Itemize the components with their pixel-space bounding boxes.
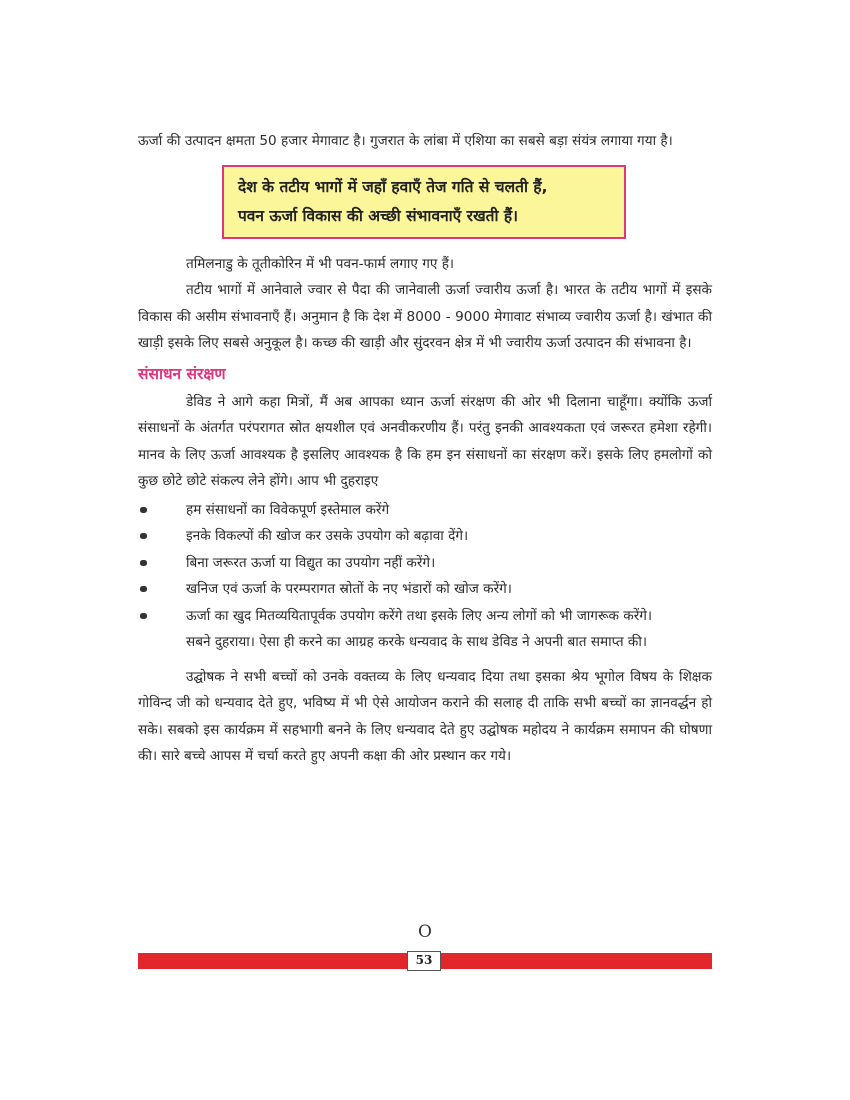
page-number: 53: [407, 951, 441, 971]
page-content: [138, 128, 712, 770]
bullet-icon: [140, 613, 147, 619]
list-item-text: ऊर्जा का खुद मितव्ययितापूर्वक उपयोग करेंगे तथा इसके लिए अन्य लोगों को भी जागरूक करेंगे।: [186, 607, 653, 624]
footer-symbol: O: [418, 922, 432, 942]
bullet-icon: [140, 560, 147, 566]
section-heading: संसाधन संरक्षण: [138, 364, 226, 383]
highlight-box: [222, 165, 626, 239]
bullet-icon: [140, 586, 147, 592]
list-item: [138, 550, 712, 577]
paragraph-announcer: उद्घोषक ने सभी बच्चों को उनके वक्तव्य के लिए धन्यवाद दिया तथा इसका श्रेय भूगोल विषय के शिक्षक गोविन्द जी को धन्यवाद देते हुए, भविष्य में भी ऐसे आयोजन कराने की सलाह दी ताकि सभी बच्चों का ज्ञानवर्द्धन हो सके। सबको इस कार्यक्रम में सहभागी बनने के लिए धन्यवाद देते हुए उद्घोषक महोदय ने कार्यक्रम समापन की घोषणा की। सारे बच्चे आपस में चर्चा करते हुए अपनी कक्षा की ओर प्रस्थान कर गये।: [138, 668, 712, 764]
pledge-list: [138, 497, 712, 630]
list-item-text: हम संसाधनों का विवेकपूर्ण इस्तेमाल करेंगे: [186, 501, 390, 518]
list-item: [138, 497, 712, 524]
list-item-text: बिना जरूरत ऊर्जा या विद्युत का उपयोग नहीं करेंगे।: [186, 554, 436, 571]
paragraph-tamilnadu: तमिलनाडु के तूतीकोरिन में भी पवन-फार्म लगाए गए हैं।: [186, 255, 455, 272]
highlight-line-1: देश के तटीय भागों में जहाँ हवाएँ तेज गति से चलती हैं,: [238, 177, 548, 196]
list-item: [138, 576, 712, 603]
spacer: [138, 656, 712, 664]
bullet-icon: [140, 533, 147, 539]
bullet-icon: [140, 507, 147, 513]
list-item-text: खनिज एवं ऊर्जा के परम्परागत स्रोतों के नए भंडारों को खोज करेंगे।: [186, 581, 512, 597]
list-item: [138, 523, 712, 550]
highlight-line-2: पवन ऊर्जा विकास की अच्छी संभावनाएँ रखती हैं।: [238, 206, 519, 225]
paragraph-wind-capacity: ऊर्जा की उत्पादन क्षमता 50 हजार मेगावाट है। गुजरात के लांबा में एशिया का सबसे बड़ा संयंत्र लगाया गया है।: [138, 133, 673, 149]
paragraph-conservation: डेविड ने आगे कहा मित्रों, मैं अब आपका ध्यान ऊर्जा संरक्षण की ओर भी दिलाना चाहूँगा। क्योंकि ऊर्जा संसाधनों के अंतर्गत परंपरागत स्रोत क्षयशील एवं अनवीकरणीय हैं। परंतु इनकी आवश्यकता एवं जरूरत हमेशा रहेगी। मानव के लिए ऊर्जा आवश्यक है इसलिए आवश्यक है कि हम इन संसाधनों का संरक्षण करें। इसके लिए हमलोगों को कुछ छोटे छोटे संकल्प लेने होंगे। आप भी दुहराइए: [138, 393, 712, 489]
list-item-text: इनके विकल्पों की खोज कर उसके उपयोग को बढ़ावा देंगे।: [186, 528, 469, 544]
paragraph-tidal-energy: तटीय भागों में आनेवाले ज्वार से पैदा की जानेवाली ऊर्जा ज्वारीय ऊर्जा है। भारत के तटीय भागों में इसके विकास की असीम संभावनाएँ हैं। अनुमान है कि देश में 8000 - 9000 मेगावाट संभाव्य ज्वारीय ऊर्जा है। खंभात की खाड़ी इसके लिए सबसे अनुकूल है। कच्छ की खाड़ी और सुंदरवन क्षेत्र में भी ज्वारीय ऊर्जा उत्पादन की संभावना है।: [138, 282, 712, 351]
paragraph-everyone-repeated: सबने दुहराया। ऐसा ही करने का आग्रह करके धन्यवाद के साथ डेविड ने अपनी बात समाप्त की।: [186, 634, 648, 650]
list-item: [138, 603, 712, 630]
